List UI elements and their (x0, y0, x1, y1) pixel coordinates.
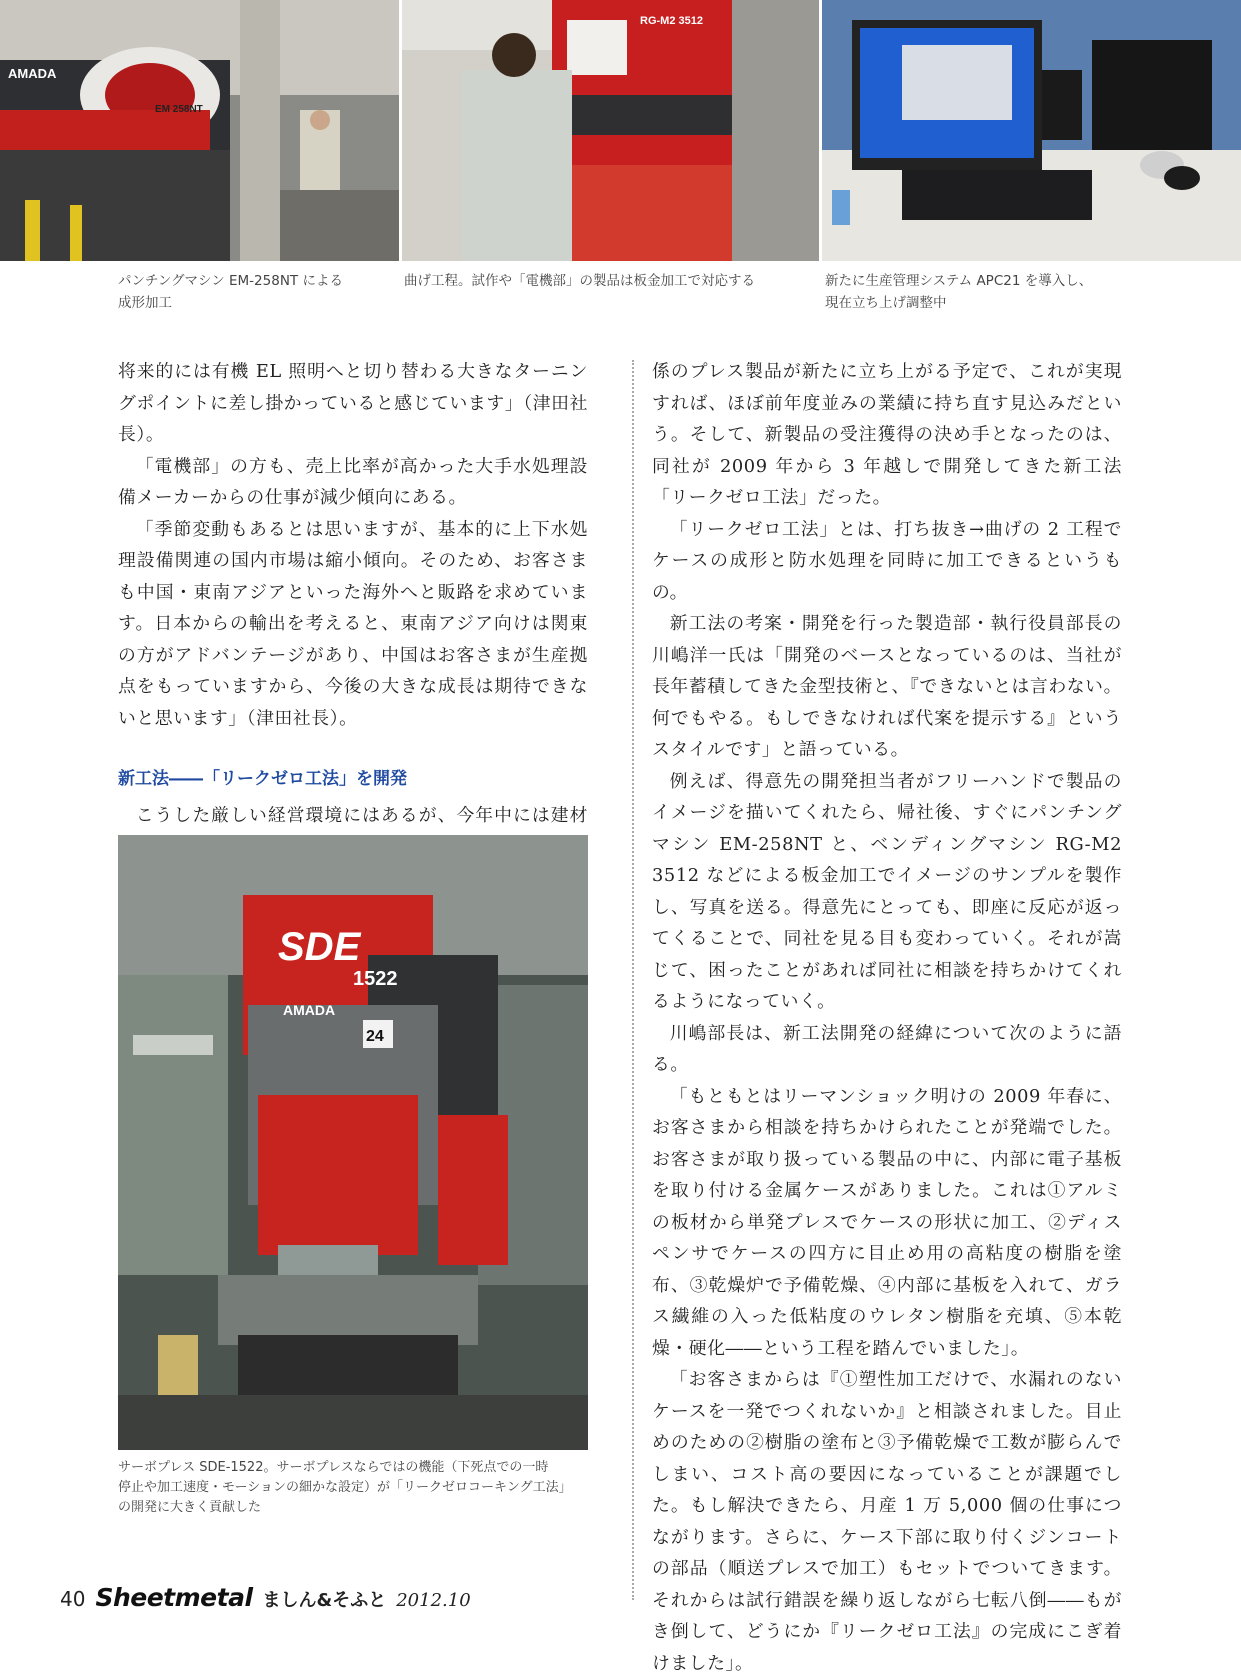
computer-system-photo (822, 0, 1241, 261)
magazine-title: Sheetmetal (95, 1583, 253, 1612)
body-paragraph: 「電機部」の方も、売上比率が高かった大手水処理設備メーカーからの仕事が減少傾向にある。 (118, 455, 588, 508)
servo-press-photo (118, 835, 588, 1450)
caption-line: 現在立ち上げ調整中 (825, 295, 947, 311)
section-heading: 新工法――「リークゼロ工法」を開発 (118, 769, 407, 789)
left-column (118, 356, 588, 863)
body-paragraph: 例えば、得意先の開発担当者がフリーハンドで製品のイメージを描いてくれたら、帰社後、すぐにパンチングマシン EM-258NT と、ベンディングマシン RG-M2 3512 などによる板金加工でイメージのサンプルを製作し、写真を送る。得意先にとっても、即座に反応が返ってくることで、同社を見る目も変わっていく。それが嵩じて、困ったことがあれば同社に相談を持ちかけてくれるようになっていく。 (652, 770, 1122, 1012)
body-paragraph: 新工法の考案・開発を行った製造部・執行役員部長の川嶋洋一氏は「開発のベースとなっているのは、当社が長年蓄積してきた金型技術と、『できないとは言わない。何でもやる。もしできなければ代案を提示する』というスタイルです」と語っている。 (652, 613, 1122, 760)
punching-caption (118, 270, 343, 314)
bending-machine-photo (402, 0, 819, 261)
caption-line: 新たに生産管理システム APC21 を導入し、 (825, 273, 1093, 289)
body-paragraph: 「季節変動もあるとは思いますが、基本的に上下水処理設備関連の国内市場は縮小傾向。そのため、お客さまも中国・東南アジアといった海外へと販路を求めています。日本からの輸出を考えると、東南アジア向けは関東の方がアドバンテージがあり、中国はお客さまが生産拠点をもっていますから、今後の大きな成長は期待できないと思います」（津田社長）。 (118, 518, 588, 729)
page-footer (60, 1583, 471, 1612)
body-paragraph: 川嶋部長は、新工法開発の経緯について次のように語る。 (652, 1022, 1122, 1075)
caption-line: の開発に大きく貢献した (118, 1500, 262, 1515)
caption-line: 成形加工 (118, 295, 172, 311)
punching-machine-photo (0, 0, 399, 261)
body-paragraph: こうした厳しい経営環境にはあるが、今年中には建材 (135, 804, 588, 826)
caption-line: 曲げ工程。試作や「電機部」の製品は板金加工で対応する (404, 273, 755, 289)
right-column (652, 356, 1122, 1679)
press-brand-text: AMADA (283, 1002, 336, 1018)
column-divider (632, 360, 634, 1600)
body-paragraph: 係のプレス製品が新たに立ち上がる予定で、これが実現すれば、ほぼ前年度並みの業績に持ち直す見込みだという。そして、新製品の受注獲得の決め手となったのは、同社が 2009 年から 3 年越しで開発してきた新工法「リークゼロ工法」だった。 (652, 361, 1122, 508)
punching-model-text: EM 258NT (155, 104, 203, 115)
computer-caption (825, 270, 1092, 314)
body-paragraph: 将来的には有機 EL 照明へと切り替わる大きなターニングポイントに差し掛かっていると感じています」（津田社長）。 (118, 361, 588, 445)
bending-model-text: RG-M2 3512 (640, 15, 703, 27)
bending-caption (404, 270, 755, 292)
press-model-number: 1522 (353, 968, 398, 990)
body-paragraph: 「お客さまからは『①塑性加工だけで、水漏れのないケースを一発でつくれないか』と相談されました。目止めのための②樹脂の塗布と③予備乾燥で工数が膨らんでしまい、コスト高の要因になっていることが課題でした。もし解決できたら、月産 1 万 5,000 個の仕事につながります。さらに、ケース下部に取り付くジンコートの部品（順送プレスで加工）もセットでついてきます。それからは試行錯誤を繰り返しながら七転八倒――もがき倒して、どうにか『リークゼロ工法』の完成にこぎ着けました」。 (652, 1369, 1122, 1674)
body-paragraph: 「リークゼロ工法」とは、打ち抜き→曲げの 2 工程でケースの成形と防水処理を同時に加工できるというもの。 (652, 518, 1122, 603)
servo-press-caption (118, 1458, 598, 1518)
press-model-label: SDE (278, 925, 361, 969)
magazine-subtitle: ましん&そふと (262, 1590, 387, 1611)
press-station-number: 24 (366, 1028, 384, 1045)
caption-line: パンチングマシン EM-258NT による (118, 273, 343, 289)
caption-line: 停止や加工速度・モーションの細かな設定）が「リークゼロコーキング工法」 (118, 1480, 572, 1495)
page-number: 40 (60, 1587, 86, 1611)
caption-line: サーボプレス SDE-1522。サーボプレスならではの機能（下死点での一時 (118, 1460, 549, 1475)
issue-date: 2012.10 (396, 1590, 471, 1611)
punching-brand-text: AMADA (8, 66, 57, 81)
body-paragraph: 「もともとはリーマンショック明けの 2009 年春に、お客さまから相談を持ちかけられたことが発端でした。お客さまが取り扱っている製品の中に、内部に電子基板を取り付ける金属ケースがありました。これは①アルミの板材から単発プレスでケースの形状に加工、②ディスペンサでケースの四方に目止め用の高粘度の樹脂を塗布、③乾燥炉で予備乾燥、④内部に基板を入れて、ガラス繊維の入った低粘度のウレタン樹脂を充填、⑤本乾燥・硬化――という工程を踏んでいました」。 (652, 1085, 1122, 1359)
